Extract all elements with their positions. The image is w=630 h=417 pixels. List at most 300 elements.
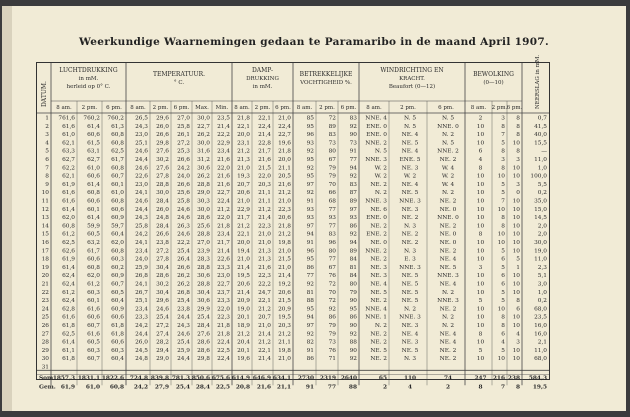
table-cell: 20,4 <box>237 339 250 346</box>
table-cell: 81 <box>349 264 357 271</box>
table-cell: 27,6 <box>156 165 169 172</box>
header-dampdrukking: DRUKKING <box>246 76 279 82</box>
table-cell: 1,0 <box>537 289 547 296</box>
table-cell: 23,8 <box>156 240 169 246</box>
row-date: 17 <box>41 248 49 255</box>
table-cell: 30,3 <box>197 198 210 205</box>
table-cell: 24,6 <box>135 198 148 205</box>
totals-gem-cell: 7 <box>500 384 505 391</box>
table-cell: 10 <box>476 314 485 321</box>
table-cell: 10 <box>512 215 520 222</box>
table-cell: 10 <box>497 231 505 238</box>
totals-som-cell: 238 <box>507 375 520 382</box>
table-cell: 60,4 <box>111 356 124 363</box>
table-cell: 30,6 <box>197 165 210 172</box>
table-cell: 60,8 <box>87 264 100 271</box>
table-cell: 95 <box>349 306 357 313</box>
row-date: 30 <box>41 356 49 363</box>
table-cell: 6 <box>516 306 520 313</box>
totals-gem-cell: 88 <box>348 384 357 391</box>
table-cell: 23,5 <box>217 115 230 122</box>
totals-som-cell: 110 <box>403 375 417 382</box>
table-cell: 27,0 <box>177 115 190 122</box>
table-cell: NE. 3 <box>370 273 387 280</box>
table-cell: W. 2 <box>403 173 417 180</box>
totals-som-cell: 65 <box>378 375 387 382</box>
table-cell: NE. 2 <box>370 356 387 363</box>
table-cell: 60,5 <box>87 231 100 238</box>
table-cell: 62,5 <box>62 240 75 246</box>
table-cell: 60,6 <box>87 132 100 139</box>
table-cell: 20,1 <box>237 347 250 354</box>
totals-som-cell: 1857,3 <box>52 375 75 382</box>
table-cell: 31,6 <box>197 148 210 155</box>
table-cell: 92 <box>306 165 314 172</box>
table-cell: 23,4 <box>217 231 230 238</box>
table-cell: 93 <box>328 215 336 222</box>
table-cell: 60,4 <box>111 298 124 305</box>
table-cell: NE. 2 <box>370 298 387 305</box>
subheader-12: 2 pm. <box>319 105 335 111</box>
totals-som-cell: 74 <box>443 375 453 382</box>
subheader-15: 2 pm. <box>400 105 416 111</box>
totals-som-cell: 850,6 <box>191 375 210 382</box>
table-cell: NE. 5 <box>401 289 419 296</box>
table-cell: NNE. 3 <box>399 314 421 321</box>
table-cell: 61,2 <box>62 289 75 296</box>
table-cell: 21,2 <box>217 206 230 213</box>
table-cell: NE. 4 <box>439 281 457 288</box>
table-cell: 79 <box>328 165 336 172</box>
table-cell: 30,6 <box>197 298 210 305</box>
table-cell: 23,3 <box>217 264 230 271</box>
subheader-4: 2 pm. <box>152 105 169 111</box>
table-cell: 29,8 <box>197 356 210 363</box>
table-cell: NNE. 2 <box>365 248 387 255</box>
table-cell: 10 <box>476 323 485 329</box>
table-cell: NNE. 4 <box>365 306 387 313</box>
row-date: 13 <box>41 215 49 222</box>
table-cell: 68,0 <box>534 356 547 363</box>
table-cell: 2,0 <box>537 223 547 230</box>
table-cell: 21,2 <box>278 231 291 238</box>
table-cell: 30,0 <box>197 140 210 147</box>
row-date: 28 <box>41 339 49 346</box>
table-cell: NNE. 3 <box>399 198 421 205</box>
table-cell: 62,1 <box>62 140 75 147</box>
table-cell: 61,8 <box>62 323 75 329</box>
table-cell: 20,3 <box>258 181 271 188</box>
table-cell: 29,0 <box>156 356 169 363</box>
table-cell: 24,6 <box>177 206 190 213</box>
subheader-1: 2 pm. <box>81 105 98 111</box>
table-cell: 23,9 <box>197 248 210 255</box>
subheader-7: Min. <box>215 105 229 111</box>
table-cell: 30,0 <box>197 206 210 213</box>
table-cell: 21,3 <box>258 248 271 255</box>
table-cell: 0,7 <box>537 115 547 122</box>
table-cell: 28,8 <box>197 181 210 188</box>
table-cell: 92 <box>349 231 357 238</box>
table-cell: 61,6 <box>62 198 75 205</box>
table-cell: 24,0 <box>177 173 190 180</box>
table-cell: 21,0 <box>258 323 271 329</box>
table-cell: 28,6 <box>197 339 210 346</box>
table-cell: 30,4 <box>197 289 210 296</box>
table-cell: 60,8 <box>87 190 100 197</box>
table-cell: 29,9 <box>197 306 210 313</box>
table-cell: 20,5 <box>278 173 291 180</box>
table-cell: 83 <box>328 231 336 238</box>
table-cell: 10 <box>476 256 485 263</box>
table-cell: 22,4 <box>258 123 271 130</box>
table-cell: 25,4 <box>177 339 190 346</box>
table-cell: 92 <box>349 173 357 180</box>
table-cell: 21,7 <box>217 240 230 246</box>
table-cell: NNE. 1 <box>365 314 387 321</box>
table-cell: 1 <box>516 264 520 271</box>
table-cell: 60,1 <box>87 206 100 213</box>
table-cell: 22,3 <box>278 206 291 213</box>
table-cell: 10 <box>476 240 485 246</box>
totals-som-cell: 584,3 <box>528 375 547 382</box>
table-cell: 61,4 <box>62 206 75 213</box>
table-cell: 27,6 <box>197 331 210 338</box>
table-cell: 87 <box>349 190 357 197</box>
table-cell: 5 <box>501 181 505 188</box>
table-cell: 3 <box>478 264 483 271</box>
table-cell: 86 <box>306 356 314 363</box>
table-cell: 22,9 <box>237 206 250 213</box>
table-cell: 24,6 <box>135 165 148 172</box>
table-cell: 26,8 <box>177 289 190 296</box>
row-date: 24 <box>41 306 49 313</box>
table-cell: N. 2 <box>441 190 455 197</box>
subheader-8: 8 am. <box>234 105 250 111</box>
table-cell: 21,2 <box>237 148 250 155</box>
row-date: 6 <box>45 157 49 163</box>
table-cell: 20,0 <box>237 240 250 246</box>
table-cell: 26,4 <box>177 256 190 263</box>
table-cell: 23,4 <box>217 148 230 155</box>
table-cell: 21,6 <box>217 157 230 163</box>
table-cell: 92 <box>306 331 314 338</box>
totals-gem-cell: 91 <box>305 384 314 391</box>
table-cell: 16,0 <box>534 323 547 329</box>
table-cell: 76 <box>328 347 336 354</box>
table-cell: 7 <box>501 198 505 205</box>
table-cell: 10 <box>497 240 505 246</box>
header-neerslag: NEERSLAG in mM. <box>535 54 541 109</box>
table-cell: 21,8 <box>217 323 230 329</box>
table-cell: 77 <box>328 206 336 213</box>
table-cell: 30,4 <box>156 264 169 271</box>
table-cell: 24,6 <box>177 331 190 338</box>
table-cell: 10 <box>512 165 520 172</box>
table-cell: N. 3 <box>403 223 417 230</box>
table-cell: 15,5 <box>534 140 547 147</box>
table-cell: 60,5 <box>111 289 124 296</box>
table-cell: 19,6 <box>278 140 291 147</box>
table-cell: 92 <box>306 148 314 155</box>
header-luchtdrukking: herleid op 0° C. <box>66 84 111 90</box>
table-cell: NE. 2 <box>439 223 457 230</box>
table-cell: 25,4 <box>156 314 169 321</box>
subheader-19: 6 pm. <box>506 105 523 111</box>
table-cell: 15,0 <box>534 206 547 213</box>
table-cell: NE. 5 <box>370 289 387 296</box>
table-cell: 23,0 <box>135 181 148 188</box>
table-cell: 8 <box>478 331 483 338</box>
table-cell: 81 <box>306 289 314 296</box>
table-cell: 10 <box>512 323 520 329</box>
table-cell: 60,8 <box>111 248 124 255</box>
row-date: 31 <box>41 364 49 371</box>
table-cell: 40,0 <box>534 132 547 139</box>
table-cell: 21,6 <box>278 181 291 188</box>
table-cell: 20,6 <box>237 190 250 197</box>
table-cell: 22,0 <box>217 215 230 222</box>
table-cell: 97 <box>306 223 314 230</box>
table-cell: NE. 2 <box>439 356 457 363</box>
table-cell: 10 <box>512 173 520 180</box>
table-cell: 22,7 <box>217 281 230 288</box>
table-cell: 60,4 <box>111 231 124 238</box>
table-cell: 20,6 <box>278 289 291 296</box>
totals-som-cell: 2319 <box>319 375 336 382</box>
table-cell: 20,7 <box>237 181 250 188</box>
table-cell: 61,0 <box>62 132 75 139</box>
table-cell: 5 <box>516 256 520 263</box>
table-cell: 62,7 <box>87 157 100 163</box>
table-cell: 23,4 <box>135 248 148 255</box>
table-cell: 97 <box>306 323 314 329</box>
header-windrichting: Beaufort (0—12) <box>388 84 436 90</box>
table-cell: 30,0 <box>197 115 210 122</box>
table-cell: 26,2 <box>197 173 210 180</box>
table-cell: 5 <box>501 190 505 197</box>
table-cell: 21,4 <box>258 356 271 363</box>
table-cell: 92 <box>349 356 357 363</box>
table-cell: 10 <box>512 223 520 230</box>
table-cell: 21,0 <box>278 198 291 205</box>
subheader-16: 6 pm. <box>438 105 454 111</box>
table-cell: 20,9 <box>237 298 250 305</box>
table-cell: 22,1 <box>258 347 271 354</box>
table-cell: NE. 2 <box>439 347 457 354</box>
table-cell: 23,4 <box>135 306 148 313</box>
table-cell: 22,1 <box>258 115 271 122</box>
table-cell: 5 <box>501 264 505 271</box>
table-cell: 60,6 <box>111 206 124 213</box>
table-cell: NE. 2 <box>439 306 457 313</box>
table-cell: 21,0 <box>237 198 250 205</box>
subheader-2: 6 pm. <box>106 105 122 111</box>
table-cell: 60,6 <box>87 173 100 180</box>
table-cell: N. 5 <box>441 115 455 122</box>
table-cell: NE. 4 <box>439 256 457 263</box>
table-cell: 61,1 <box>62 347 75 354</box>
table-cell: NE. 4 <box>439 331 457 338</box>
table-cell: 30,6 <box>197 273 210 280</box>
row-date: 18 <box>41 256 49 263</box>
table-cell: 94 <box>349 240 357 246</box>
table-cell: 21,0 <box>278 115 291 122</box>
totals-gem-cell: 25,4 <box>175 384 190 391</box>
table-cell: 10 <box>497 206 505 213</box>
table-cell: 8 <box>501 123 505 130</box>
table-cell: NNE. 3 <box>399 264 421 271</box>
row-date: 16 <box>41 240 49 246</box>
table-cell: 10 <box>497 356 505 363</box>
table-cell: ENE. 0 <box>366 132 387 139</box>
table-cell: 22,5 <box>217 347 230 354</box>
table-cell: 62,2 <box>62 165 75 172</box>
header-luchtdrukking: LUCHTDRUKKING <box>59 67 118 74</box>
table-cell: 19,6 <box>237 356 250 363</box>
totals-gem-cell: 2 <box>382 384 387 391</box>
table-cell: 24,3 <box>135 215 148 222</box>
table-cell: 91 <box>349 148 357 155</box>
table-cell: 18,9 <box>237 323 250 329</box>
table-cell: 8 <box>516 123 520 130</box>
table-cell: 5 <box>478 347 483 354</box>
table-cell: N. 3 <box>403 356 417 363</box>
table-cell: 21,0 <box>278 248 291 255</box>
table-cell: 25,9 <box>177 347 190 354</box>
table-cell: 95 <box>306 306 314 313</box>
table-cell: N. 2 <box>403 306 417 313</box>
table-cell: 73 <box>328 140 336 147</box>
table-cell: 61,0 <box>111 190 124 197</box>
table-cell: 10 <box>476 173 485 180</box>
table-cell: 10 <box>476 356 485 363</box>
table-cell: NE. 2 <box>401 231 419 238</box>
table-cell: 60,1 <box>111 181 124 188</box>
table-cell: 41,5 <box>534 123 547 130</box>
table-cell: 10 <box>476 190 485 197</box>
table-cell: 21,4 <box>278 273 291 280</box>
table-cell: 10 <box>476 181 485 188</box>
row-date: 23 <box>41 298 49 305</box>
table-cell: NE. 2 <box>439 198 457 205</box>
table-cell: 19,5 <box>237 273 250 280</box>
table-cell: 28,2 <box>156 339 169 346</box>
table-cell: 21,2 <box>237 223 250 230</box>
totals-som-cell: 2640 <box>340 375 357 382</box>
table-cell: 23,1 <box>237 140 250 147</box>
table-cell: 26,6 <box>177 181 190 188</box>
subheader-0: 8 am. <box>56 105 72 111</box>
header-bewolking: (0—10) <box>483 80 504 86</box>
totals-gem-cell: 19,5 <box>532 384 547 391</box>
table-cell: 26,0 <box>156 123 169 130</box>
table-cell: 25,6 <box>197 223 210 230</box>
totals-gem-cell: 4 <box>407 384 413 391</box>
table-cell: 6 <box>501 331 505 338</box>
table-cell: 61,2 <box>62 231 75 238</box>
table-cell: 26,2 <box>177 281 190 288</box>
totals-som-cell: 675,6 <box>211 375 230 382</box>
table-cell: 27,4 <box>156 331 169 338</box>
table-cell: 22,1 <box>237 231 250 238</box>
table-cell: 8 <box>516 298 520 305</box>
table-cell: 22,4 <box>217 356 230 363</box>
table-cell: 83 <box>349 181 357 188</box>
table-cell: 21,8 <box>217 223 230 230</box>
table-cell: 23,5 <box>534 314 547 321</box>
table-cell: 22,7 <box>197 123 210 130</box>
table-cell: 20,0 <box>278 157 291 163</box>
table-cell: 2,1 <box>537 339 547 346</box>
table-cell: 21,2 <box>258 339 271 346</box>
table-cell: 89 <box>349 198 357 205</box>
table-cell: 24,8 <box>156 215 169 222</box>
table-cell: 5 <box>501 289 505 296</box>
table-cell: 19,8 <box>278 240 291 246</box>
table-cell: 22,6 <box>217 256 230 263</box>
table-cell: 22,4 <box>217 198 230 205</box>
totals-gem-cell: 61,0 <box>85 384 100 391</box>
table-cell: 62,5 <box>111 148 124 155</box>
table-cell: 10 <box>512 248 520 255</box>
table-cell: 21,3 <box>237 157 250 163</box>
table-cell: 22,9 <box>217 140 230 147</box>
table-cell: 10 <box>512 356 520 363</box>
table-cell: 4 <box>478 157 483 163</box>
table-cell: NE. 2 <box>439 248 457 255</box>
table-cell: 22,3 <box>258 223 271 230</box>
table-cell: NE. 0 <box>439 231 457 238</box>
row-date: 2 <box>45 123 49 130</box>
table-cell: 61,8 <box>111 331 124 338</box>
table-cell: 63,2 <box>87 240 100 246</box>
table-cell: 84 <box>349 273 357 280</box>
subheader-17: 8 am. <box>470 105 487 111</box>
table-cell: 24,1 <box>135 240 148 246</box>
table-cell: 10 <box>512 281 520 288</box>
table-cell: 26,0 <box>135 339 148 346</box>
table-cell: 79 <box>328 173 336 180</box>
table-cell: 60,9 <box>111 215 124 222</box>
table-cell: 21,6 <box>217 173 230 180</box>
table-cell: 23,7 <box>217 289 230 296</box>
table-cell: 79 <box>349 289 357 296</box>
table-cell: NE. 4 <box>401 148 419 155</box>
table-cell: 61,6 <box>62 190 75 197</box>
table-cell: 30,0 <box>534 240 547 246</box>
table-cell: 35,0 <box>534 198 547 205</box>
table-cell: 21,8 <box>217 331 230 338</box>
table-cell: 72 <box>328 281 336 288</box>
table-cell: 28,4 <box>197 323 210 329</box>
table-cell: NE. 3 <box>401 323 419 329</box>
totals-gem-cell: 20,8 <box>235 384 250 391</box>
table-cell: 62,0 <box>87 273 100 280</box>
header-temperatuur: TEMPERATUUR. <box>152 71 206 78</box>
table-cell: 10 <box>512 273 520 280</box>
table-cell: 5,5 <box>537 181 547 188</box>
table-cell: 67 <box>328 157 336 163</box>
row-date: 20 <box>41 273 49 280</box>
row-date: 27 <box>41 331 49 338</box>
table-cell: 3 <box>516 157 520 163</box>
header-windrichting: KRACHT. <box>399 76 425 82</box>
table-cell: 79 <box>328 323 336 329</box>
table-cell: 10 <box>476 132 485 139</box>
table-cell: 8 <box>516 115 520 122</box>
table-cell: 92 <box>328 306 336 313</box>
